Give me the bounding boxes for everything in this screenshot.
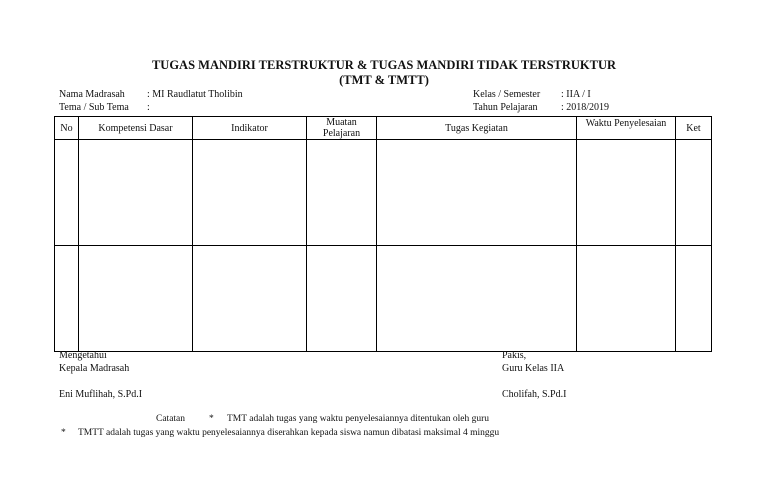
header-ket: Ket [676,117,712,140]
madrasah-label: Nama Madrasah [59,89,125,100]
table-cell [307,140,377,246]
table-cell [193,140,307,246]
mengetahui-label: Mengetahui [59,350,107,361]
table-header-row [55,117,712,140]
table-cell [676,140,712,246]
table-cell [307,246,377,352]
kelas-label: Kelas / Semester [473,89,541,100]
header-muatan-pelajaran [307,117,377,140]
tahun-value: : 2018/2019 [561,102,610,113]
note-bullet-2: * [61,428,66,438]
header-tugas-kegiatan: Tugas Kegiatan [377,117,577,140]
table-cell [79,140,193,246]
table-cell [79,246,193,352]
tahun-label: Tahun Pelajaran [473,102,538,113]
table-row [55,140,712,246]
place-label: Pakis, [502,350,527,361]
catatan-label: Catatan [156,414,186,424]
table-cell [377,246,577,352]
table-cell [676,246,712,352]
tema-label: Tema / Sub Tema [59,102,129,113]
document-subtitle: (TMT & TMTT) [339,73,429,87]
kepala-madrasah-label: Kepala Madrasah [59,363,130,374]
table-cell [55,246,79,352]
header-muatan-line2: Pelajaran [322,128,361,139]
task-table [54,116,712,352]
note-tmtt: TMTT adalah tugas yang waktu penyelesaiannya diserahkan kepada siswa namun dibatasi maksimal 4 minggu [78,428,500,438]
header-waktu-penyelesaian: Waktu Penyelesaian [577,117,676,140]
guru-kelas-name: Cholifah, S.Pd.I [502,389,567,400]
table-cell [377,140,577,246]
kepala-madrasah-name: Eni Muflihah, S.Pd.I [59,389,143,400]
header-kompetensi-dasar: Kompetensi Dasar [79,117,193,140]
table-cell [577,140,676,246]
table-row [55,246,712,352]
document-title: TUGAS MANDIRI TERSTRUKTUR & TUGAS MANDIRI TIDAK TERSTRUKTUR [151,58,617,72]
madrasah-value: : MI Raudlatut Tholibin [147,89,243,100]
note-tmt: TMT adalah tugas yang waktu penyelesaiannya ditentukan oleh guru [227,414,490,424]
kelas-value: : IIA / I [561,89,591,100]
note-bullet-1: * [209,414,214,424]
tema-value: : [147,102,150,113]
header-muatan-line1: Muatan [326,117,357,128]
header-no: No [55,117,79,140]
guru-kelas-label: Guru Kelas IIA [502,363,565,374]
table-cell [55,140,79,246]
table-cell [577,246,676,352]
table-cell [193,246,307,352]
header-indikator: Indikator [193,117,307,140]
